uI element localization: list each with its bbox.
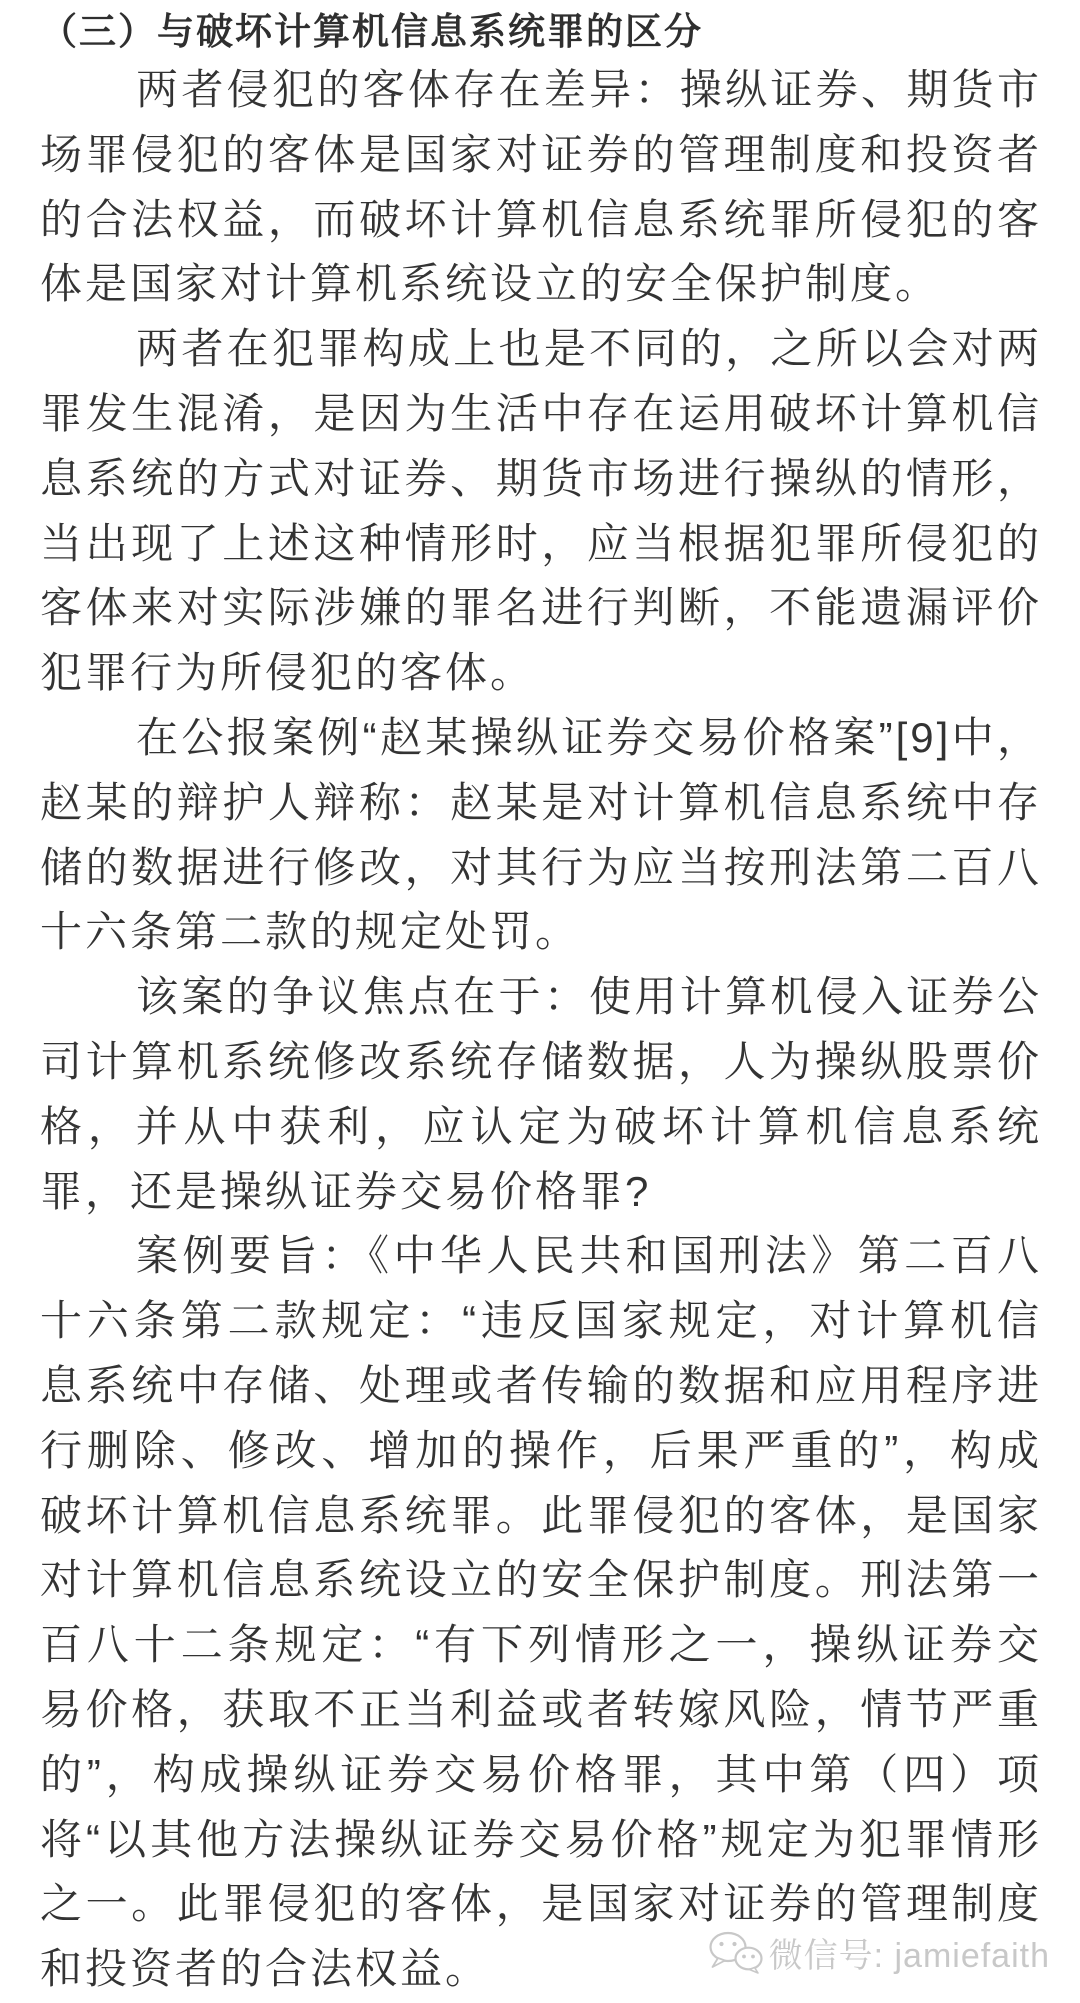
paragraph-2: 两者在犯罪构成上也是不同的，之所以会对两罪发生混淆，是因为生活中存在运用破坏计算机信息系统的方式对证券、期货市场进行操纵的情形，当出现了上述这种情形时，应当根据犯罪所侵犯的客体来对实际涉嫌的罪名进行判断，不能遗漏评价犯罪行为所侵犯的客体。 (40, 325, 1042, 697)
watermark-label: 微信号: jamiefaith (768, 1936, 1050, 1975)
paragraph-5: 案例要旨：《中华人民共和国刑法》第二百八十六条第二款规定：“违反国家规定，对计算机信息系统中存储、处理或者传输的数据和应用程序进行删除、修改、增加的操作，后果严重的”，构成破坏计算机信息系统罪。此罪侵犯的客体，是国家对计算机信息系统设立的安全保护制度。刑法第一百八十二条规定：“有下列情形之一，操纵证券交易价格，获取不正当利益或者转嫁风险，情节严重的”，构成操纵证券交易价格罪，其中第（四）项将“以其他方法操纵证券交易价格”规定为犯罪情形之一。此罪侵犯的客体，是国家对证券的管理制度和投资者的合法权益。 (40, 1232, 1042, 1993)
paragraph-4: 该案的争议焦点在于：使用计算机侵入证券公司计算机系统修改系统存储数据，人为操纵股票价格，并从中获利，应认定为破坏计算机信息系统罪，还是操纵证券交易价格罪? (40, 973, 1042, 1215)
wechat-watermark (707, 1928, 1050, 1976)
wechat-icon (707, 1930, 763, 1974)
paragraph-1: 两者侵犯的客体存在差异：操纵证券、期货市场罪侵犯的客体是国家对证券的管理制度和投资者的合法权益，而破坏计算机信息系统罪所侵犯的客体是国家对计算机系统设立的安全保护制度。 (40, 66, 1042, 308)
section-heading: （三）与破坏计算机信息系统罪的区分 (40, 11, 703, 52)
paragraph-3: 在公报案例“赵某操纵证券交易价格案”[9]中，赵某的辩护人辩称：赵某是对计算机信息系统中存储的数据进行修改，对其行为应当按刑法第二百八十六条第二款的规定处罚。 (40, 713, 1042, 956)
